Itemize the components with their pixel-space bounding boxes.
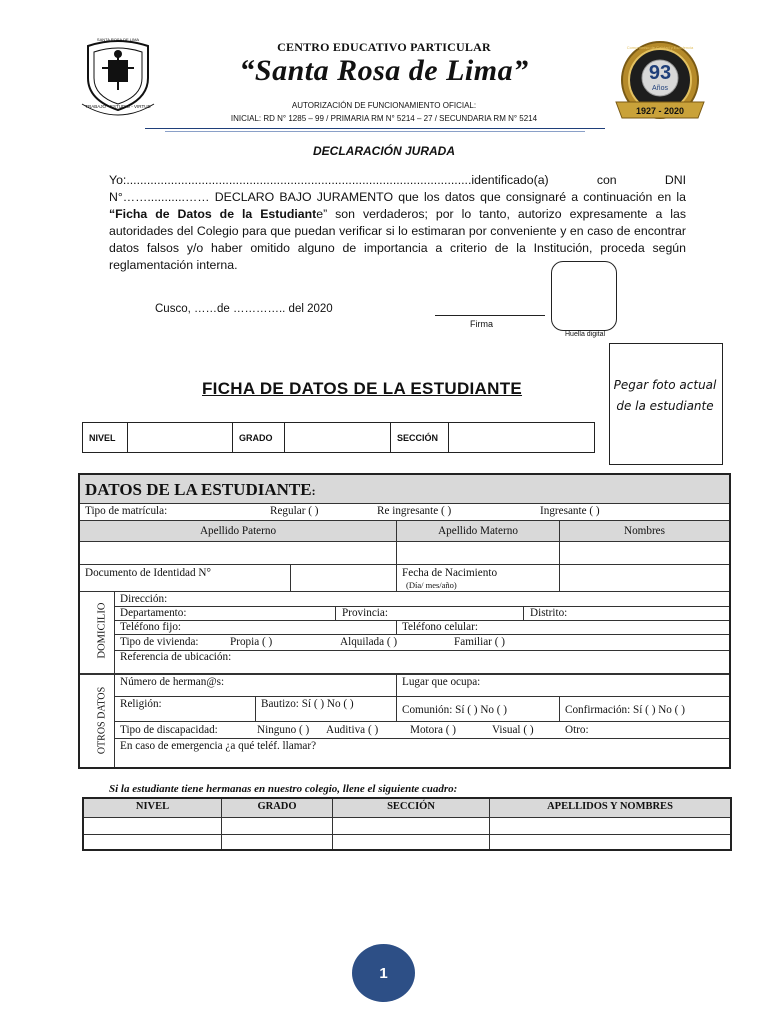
enrollment-reentry-option[interactable]: Re ingresante ( ) (377, 505, 452, 517)
siblings-col-names: APELLIDOS Y NOMBRES (547, 801, 673, 812)
anniversary-ring-text: Compromiso de Calidad y Excelencia (626, 45, 694, 50)
photo-instruction-line1: Pegar foto actual (613, 378, 717, 392)
signature-label: Firma (470, 319, 493, 329)
siblings-row-1[interactable] (84, 818, 730, 834)
communion-option[interactable]: Comunión: Sí ( ) No ( ) (402, 704, 508, 716)
crest-motto: TRABAJO - ESTUDIO - VIRTUD (85, 104, 151, 109)
section-input[interactable] (448, 422, 595, 453)
address-label[interactable]: Dirección: (120, 593, 168, 605)
siblings-caption: Si la estudiante tiene hermanas en nuestro colegio, llene el siguiente cuadro: (109, 783, 458, 795)
birth-date-format: (Día/ mes/año) (406, 580, 457, 590)
birth-order-label[interactable]: Lugar que ocupa: (402, 676, 481, 688)
mobile-label[interactable]: Teléfono celular: (402, 621, 478, 633)
crest-text: SANTA ROSA DE LIMA (96, 37, 140, 42)
section-label: SECCIÓN (390, 422, 449, 453)
housing-own-option[interactable]: Propia ( ) (230, 636, 273, 648)
domicile-vertical-label: DOMICILIO (96, 602, 108, 659)
maternal-surname-input[interactable] (397, 542, 559, 564)
grade-label: GRADO (232, 422, 285, 453)
declaration-text-part1: Yo:.....................................................................................................identificado(a) con DNI N°……...........…… DECLARO BAJO JURAMENTO que los datos que consignaré a continuación en la (109, 173, 686, 204)
siblings-table (82, 797, 732, 851)
grade-input[interactable] (284, 422, 391, 453)
housing-family-option[interactable]: Familiar ( ) (454, 636, 505, 648)
department-label[interactable]: Departamento: (120, 607, 187, 619)
student-data-title: DATOS DE LA ESTUDIANTE: (85, 480, 316, 499)
school-name: “Santa Rosa de Lima” (239, 54, 529, 87)
declaration-text-part2: ” son verdaderos; por lo tanto, autorizo expresamente a las autoridades del Colegio para que puedan verificar si lo estimaran por conveniente y en caso de encontrar datos falsos y/o haber omitido alguno de importancia a criterio de la Institución, proceda según reglamentación interna. (109, 207, 686, 272)
disability-other-option[interactable]: Otro: (565, 724, 589, 736)
enrollment-regular-option[interactable]: Regular ( ) (270, 505, 319, 517)
photo-instruction (609, 375, 721, 417)
authorization-line: AUTORIZACIÓN DE FUNCIONAMIENTO OFICIAL: (291, 101, 477, 110)
other-data-vertical-label: OTROS DATOS (96, 686, 108, 755)
col-maternal-surname: Apellido Materno (438, 525, 518, 537)
authorization-resolutions: INICIAL: RD N° 1285 – 99 / PRIMARIA RM N° 5214 – 27 / SECUNDARIA RM N° 5214 (230, 114, 538, 123)
confirmation-option[interactable]: Confirmación: Sí ( ) No ( ) (565, 704, 685, 716)
col-paternal-surname: Apellido Paterno (199, 525, 277, 537)
religion-label[interactable]: Religión: (120, 698, 162, 710)
names-input[interactable] (560, 542, 729, 564)
anniversary-word: Años (652, 85, 668, 92)
student-data-table (78, 473, 731, 769)
disability-none-option[interactable]: Ninguno ( ) (257, 724, 310, 736)
siblings-count-label[interactable]: Número de herman@s: (120, 676, 225, 688)
province-label[interactable]: Provincia: (342, 607, 388, 619)
declaration-text (109, 172, 686, 274)
housing-type-label: Tipo de vivienda: (120, 636, 199, 648)
landline-label[interactable]: Teléfono fijo: (120, 621, 182, 633)
emergency-phone-label[interactable]: En caso de emergencia ¿a qué teléf. llamar? (120, 740, 317, 752)
header-divider (145, 128, 605, 129)
district-label[interactable]: Distrito: (530, 607, 568, 619)
birth-date-input[interactable] (560, 565, 729, 591)
declaration-form-name-tail: e (316, 207, 324, 221)
paternal-surname-input[interactable] (80, 542, 396, 564)
siblings-col-level: NIVEL (135, 801, 170, 812)
photo-instruction-line2: de la estudiante (616, 399, 714, 413)
disability-hearing-option[interactable]: Auditiva ( ) (326, 724, 379, 736)
fingerprint-box[interactable] (551, 261, 617, 331)
birth-date-label: Fecha de Nacimiento (402, 567, 498, 579)
disability-motor-option[interactable]: Motora ( ) (410, 724, 456, 736)
declaration-form-name: “Ficha de Datos de la Estudiant (109, 207, 317, 221)
id-document-label: Documento de Identidad N° (85, 567, 211, 579)
enrollment-new-option[interactable]: Ingresante ( ) (540, 505, 600, 517)
place-date-field[interactable]: Cusco, ……de ………….. del 2020 (155, 303, 333, 315)
location-reference-label[interactable]: Referencia de ubicación: (120, 651, 232, 663)
disability-visual-option[interactable]: Visual ( ) (492, 724, 534, 736)
form-title: FICHA DE DATOS DE LA ESTUDIANTE (202, 379, 523, 398)
baptism-option[interactable]: Bautizo: Sí ( ) No ( ) (261, 698, 354, 710)
page-number-badge: 1 (352, 944, 415, 1002)
header-divider-secondary (165, 131, 585, 132)
fingerprint-label: Huella digital (565, 331, 606, 338)
anniversary-number: 93 (648, 62, 672, 84)
anniversary-years: 1927 - 2020 (635, 106, 685, 116)
siblings-col-section: SECCIÓN (387, 801, 435, 812)
siblings-col-grade: GRADO (257, 801, 297, 812)
id-document-input[interactable] (291, 565, 396, 591)
signature-line[interactable] (435, 315, 545, 316)
siblings-row-2[interactable] (84, 835, 730, 849)
enrollment-type-label: Tipo de matrícula: (85, 505, 168, 517)
col-names: Nombres (623, 525, 665, 537)
level-label: NIVEL (82, 422, 128, 453)
disability-type-label: Tipo de discapacidad: (120, 724, 218, 736)
housing-rented-option[interactable]: Alquilada ( ) (340, 636, 398, 648)
school-type: CENTRO EDUCATIVO PARTICULAR (277, 40, 491, 54)
level-input[interactable] (127, 422, 233, 453)
declaration-title: DECLARACIÓN JURADA (312, 144, 455, 158)
